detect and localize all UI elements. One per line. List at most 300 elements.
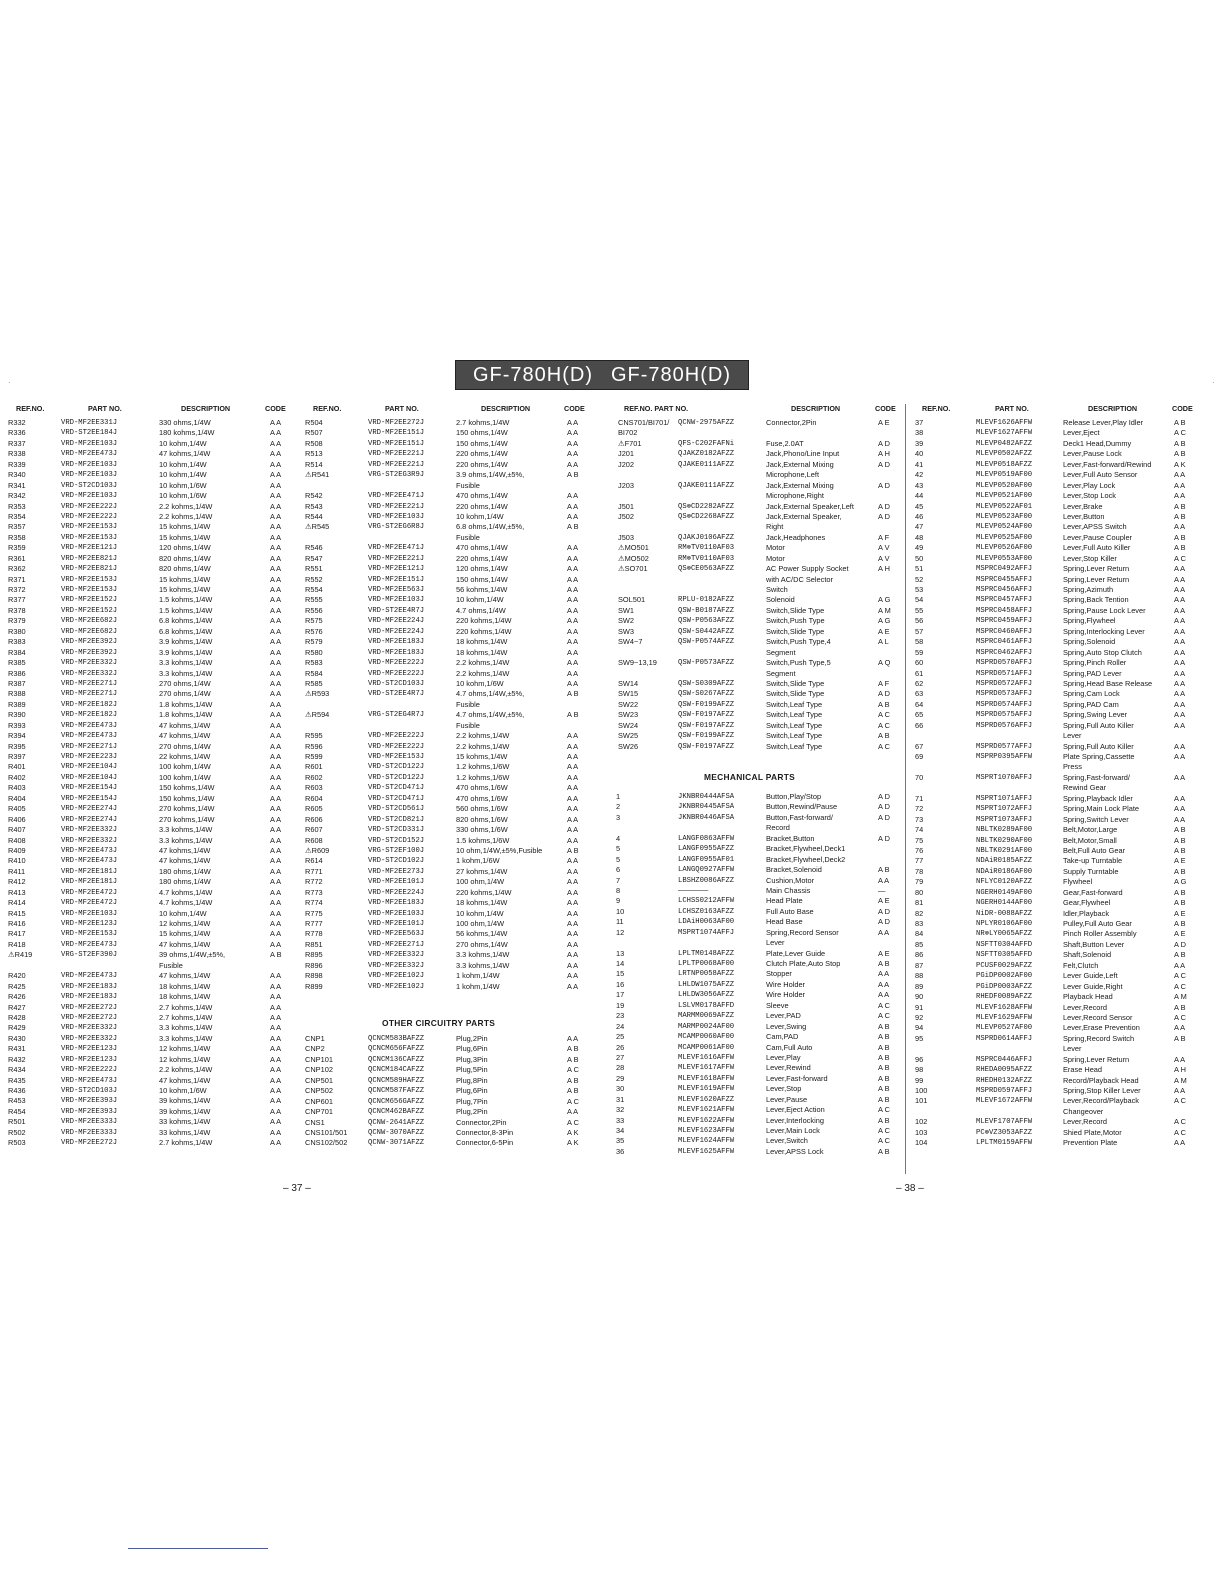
description: Switch,Leaf Type <box>766 741 823 751</box>
description: 2.7 kohms,1/4W <box>456 418 510 427</box>
part-no: MLEVP0520AF00 <box>976 481 1033 490</box>
code: A A <box>567 491 579 501</box>
ref-no: R502 <box>8 1127 26 1137</box>
description: Solenoid <box>766 595 795 605</box>
part-no: MLEVF1617AFFW <box>678 1064 735 1073</box>
header-desc-4: DESCRIPTION <box>1088 404 1138 413</box>
description: Lever,Eject Action <box>766 1105 825 1115</box>
description: 10 kohm,1/4W <box>456 908 504 918</box>
part-no: VRD-MF2EE151J <box>368 575 425 584</box>
description: Fusible <box>159 960 183 970</box>
part-no: VRD-MF2EE393J <box>61 1097 118 1106</box>
code: A A <box>270 856 282 866</box>
ref-no: 64 <box>915 699 924 709</box>
code: A B <box>567 522 579 532</box>
ref-no: ⚠MO502 <box>618 553 649 563</box>
description: 1 kohm,1/6W <box>456 856 500 866</box>
description: 47 kohms,1/4W <box>159 939 211 949</box>
part-no: VRD-MF2EE271J <box>368 940 425 949</box>
part-no: MSPRC0446AFFJ <box>976 1055 1033 1064</box>
code: A B <box>567 1054 579 1064</box>
code: A A <box>270 1023 282 1033</box>
description: 56 kohms,1/4W <box>456 929 508 939</box>
description: Wire Holder <box>766 979 806 989</box>
part-no: MSPRD0577AFFJ <box>976 742 1033 751</box>
ref-no: 53 <box>915 585 924 594</box>
ref-no: R384 <box>8 647 26 657</box>
ref-no: 101 <box>915 1096 928 1106</box>
ref-no: R555 <box>305 595 323 605</box>
part-no: MCAMP0061AF00 <box>678 1043 735 1052</box>
ref-no: R380 <box>8 626 26 636</box>
header-ref-4: REF.NO. <box>922 404 951 413</box>
ref-no: 19 <box>616 1000 625 1010</box>
part-no: LPLTP0068AF00 <box>678 960 735 968</box>
description: Connector,8-3Pin <box>456 1127 514 1137</box>
description: 3.3 kohms,1/4W <box>456 960 510 970</box>
code: A B <box>1174 950 1186 960</box>
code: A A <box>567 585 579 594</box>
code: A A <box>1174 1138 1186 1148</box>
description: Connector,6-5Pin <box>456 1138 514 1148</box>
description: Spring,PAD Cam <box>1063 699 1119 709</box>
description: 470 ohms,1/4W <box>456 491 508 501</box>
code: A A <box>567 825 579 835</box>
ref-no: ⚠R419 <box>8 950 33 960</box>
description: Belt,Full Auto Gear <box>1063 845 1126 855</box>
code: A A <box>270 908 282 918</box>
part-no: MLEVF1628AFFW <box>976 1003 1033 1012</box>
part-no: VRD-MF2EE272J <box>61 1003 118 1012</box>
description: 470 ohms,1/4W <box>456 543 508 553</box>
code: A A <box>1174 522 1186 532</box>
code: A A <box>270 981 282 991</box>
ref-no: 42 <box>915 470 924 480</box>
description: 220 ohms,1/4W <box>456 553 508 563</box>
part-no: VRD-ST2CD122J <box>368 773 425 782</box>
part-no: VRD-ST2EE4R7J <box>368 606 425 615</box>
code: A D <box>878 906 890 916</box>
part-no: VRD-MF2EE183J <box>61 982 118 991</box>
description: 470 ohms,1/6W <box>456 793 508 803</box>
description: 820 ohms,1/4W <box>159 553 211 563</box>
description: 3.9 kohms,1/4W <box>159 637 213 647</box>
code: A A <box>270 532 282 542</box>
code: A F <box>878 532 890 542</box>
description: Microphone,Left <box>766 470 819 480</box>
description: 3.3 kohms,1/4W <box>159 1033 213 1043</box>
ref-no: R604 <box>305 793 323 803</box>
part-no: VRD-ST2CD331J <box>368 826 425 835</box>
description: 4.7 ohms,1/4W,±5%, <box>456 689 525 699</box>
code: A A <box>878 990 890 1000</box>
ref-no: 12 <box>616 927 625 937</box>
code: A G <box>878 616 891 626</box>
part-no: MLEVF1707AFFW <box>976 1118 1033 1127</box>
ref-no: 92 <box>915 1012 924 1022</box>
part-no: VRD-MF2EE332J <box>61 1034 118 1043</box>
ref-no: J201 <box>618 449 635 459</box>
description: Plug,6Pin <box>456 1044 488 1054</box>
code: A H <box>878 564 890 574</box>
ref-no: R413 <box>8 887 26 897</box>
part-no: VRD-MF2EE153J <box>61 586 118 594</box>
ref-no: 57 <box>915 626 924 636</box>
part-no: QJAKZ0182AFZZ <box>678 450 735 459</box>
part-no: VRD-ST2CD103J <box>61 1087 118 1095</box>
part-no: QCNW-2975AFZZ <box>678 419 735 427</box>
code: A A <box>567 877 579 887</box>
code: A C <box>567 1117 579 1127</box>
ref-no: 14 <box>616 959 625 968</box>
description: Lever,Erase Prevention <box>1063 1023 1140 1033</box>
description: Supply Turntable <box>1063 866 1119 876</box>
part-no: VRD-MF2EE101J <box>368 878 425 887</box>
code: A B <box>567 710 579 720</box>
header-part: PART NO. <box>88 404 122 413</box>
description: Shaft,Button Lever <box>1063 939 1125 949</box>
code: A K <box>1174 459 1186 469</box>
header-part-2: PART NO. <box>385 404 419 413</box>
description: Gear,Flywheel <box>1063 898 1111 908</box>
ref-no: 73 <box>915 814 924 824</box>
description: Bracket,Flywheel,Deck2 <box>766 854 846 864</box>
code: A A <box>270 1075 282 1085</box>
description: 100 ohm,1/4W <box>456 919 505 928</box>
code: A E <box>878 896 890 906</box>
header-ref-2: REF.NO. <box>313 404 342 413</box>
part-no: LANGQ0927AFFW <box>678 866 735 875</box>
header-ref: REF.NO. <box>16 404 45 413</box>
ref-no: R579 <box>305 637 323 647</box>
ref-no: SW3 <box>618 626 635 636</box>
part-no: VRD-MF2EE151J <box>368 439 425 448</box>
part-no: VRG-ST2EG3R9J <box>368 471 425 480</box>
code: A H <box>1174 1065 1186 1075</box>
code: A B <box>1174 543 1186 553</box>
part-no: VRG-ST2EG6R8J <box>368 523 425 532</box>
ref-no: 100 <box>915 1086 928 1095</box>
parts-column-2 <box>305 404 588 1174</box>
ref-no: 79 <box>915 877 924 887</box>
description: 120 ohms,1/4W <box>456 564 508 574</box>
ref-no: R556 <box>305 605 323 615</box>
ref-no: 72 <box>915 804 924 814</box>
code: A A <box>270 438 282 448</box>
description: 47 kohms,1/4W <box>159 856 211 866</box>
part-no: MSPRD0570AFFJ <box>976 659 1033 668</box>
ref-no: R595 <box>305 731 323 741</box>
ref-no: 38 <box>915 428 924 438</box>
code: A A <box>1174 470 1186 480</box>
description: Felt,Clutch <box>1063 960 1099 970</box>
part-no: MLEVP0521AF00 <box>976 492 1033 501</box>
ref-no: R547 <box>305 553 323 563</box>
ref-no: 76 <box>915 845 924 855</box>
description: Motor <box>766 543 785 553</box>
description: Head Plate <box>766 896 803 906</box>
part-no: QSW-P0563AFZZ <box>678 617 735 626</box>
ref-no: R777 <box>305 919 323 928</box>
description: Lever,Record <box>1063 1002 1107 1012</box>
description: Connector,2Pin <box>456 1117 507 1127</box>
ref-no: 82 <box>915 908 924 918</box>
description: Plug,7Pin <box>456 1096 488 1106</box>
ref-no: 87 <box>915 960 924 970</box>
header-code-2: CODE <box>564 404 585 413</box>
description: 1 kohm,1/4W <box>456 981 500 991</box>
ref-no: J502 <box>618 511 635 521</box>
part-no: MLEVF1616AFFW <box>678 1053 735 1062</box>
description: 1.5 kohms,1/4W <box>159 605 213 615</box>
part-no: VRD-MF2EE151J <box>368 429 425 438</box>
ref-no: CNS101/501 <box>305 1127 348 1137</box>
description: Head Base <box>766 917 803 927</box>
ref-no: R605 <box>305 804 323 814</box>
part-no: MSPRC0455AFFJ <box>976 575 1033 584</box>
description: 6.8 kohms,1/4W <box>159 616 213 626</box>
description: 270 kohms,1/4W <box>159 814 215 824</box>
code: A C <box>1174 553 1186 563</box>
code: A A <box>567 1107 579 1117</box>
description: 3.3 kohms,1/4W <box>159 1023 213 1033</box>
ref-no: R432 <box>8 1054 26 1064</box>
part-no: VRD-MF2EE103J <box>368 512 425 521</box>
description: 100 kohm,1/4W <box>159 772 211 782</box>
code: A A <box>1174 564 1186 574</box>
code: A A <box>270 1044 282 1054</box>
ref-no: R453 <box>8 1096 26 1106</box>
description: Jack,Phono/Line Input <box>766 449 840 459</box>
description: 2.2 kohms,1/4W <box>456 668 510 678</box>
part-no: LPLTM0148AFZZ <box>678 949 735 958</box>
ref-no: R896 <box>305 960 323 970</box>
code: A A <box>270 418 282 427</box>
code: A B <box>1174 438 1186 448</box>
ref-no: 5 <box>616 854 621 864</box>
ref-no: J503 <box>618 532 635 542</box>
description: 18 kohms,1/4W <box>456 637 508 647</box>
ref-no: R607 <box>305 825 323 835</box>
code: A A <box>567 960 579 970</box>
description: 2.7 kohms,1/4W <box>159 1002 213 1012</box>
description: Record <box>766 823 790 833</box>
ref-no: 37 <box>915 418 924 427</box>
description: Plug,3Pin <box>456 1054 488 1064</box>
code: A A <box>567 658 579 668</box>
ref-no: R584 <box>305 668 323 678</box>
description: Spring,Lever Return <box>1063 574 1130 584</box>
description: Fusible <box>456 532 480 542</box>
part-no: VRD-MF2EE473J <box>61 1076 118 1085</box>
description: Release Lever,Play Idler <box>1063 418 1144 427</box>
part-no: VRD-ST2CD471J <box>368 784 425 793</box>
code: A B <box>1174 887 1186 897</box>
part-no: NR⊗LY0065AFZZ <box>976 930 1033 939</box>
part-no: MLEVF1618AFFW <box>678 1074 735 1083</box>
description: AC Power Supply Socket <box>766 564 849 574</box>
part-no: MSPRT1072AFFJ <box>976 805 1033 814</box>
part-no: QCNCM462BAFZZ <box>368 1108 425 1117</box>
description: 10 kohm,1/4W <box>159 908 207 918</box>
part-no: MLEVP0523AF00 <box>976 512 1033 521</box>
code: A A <box>270 1138 282 1148</box>
ref-no: R436 <box>8 1086 26 1095</box>
part-no: QSW-F0197AFZZ <box>678 721 735 730</box>
part-no: QSW-F0197AFZZ <box>678 742 735 751</box>
description: Sleeve <box>766 1000 789 1010</box>
part-no: VRD-MF2EE152J <box>61 606 118 615</box>
part-no: VRD-MF2EE222J <box>368 669 425 678</box>
part-no: MSPRD0614AFFJ <box>976 1034 1033 1043</box>
ref-no: ⚠R541 <box>305 470 330 480</box>
ref-no: 54 <box>915 595 924 605</box>
ref-no: 29 <box>616 1073 625 1083</box>
part-no: VRD-ST2CD561J <box>368 805 425 814</box>
code: A D <box>878 480 890 490</box>
description: Lever,Pause Coupler <box>1063 532 1133 542</box>
part-no: VRD-MF2EE473J <box>61 940 118 949</box>
description: Bracket,Solenoid <box>766 865 822 875</box>
description: 1.8 kohms,1/4W <box>159 710 213 720</box>
code: A A <box>270 501 282 511</box>
code: A B <box>878 1063 890 1073</box>
ref-no: J203 <box>618 480 635 490</box>
code: A A <box>270 595 282 605</box>
description: 27 kohms,1/4W <box>456 866 508 876</box>
code: A A <box>567 574 579 584</box>
code: A A <box>270 1033 282 1043</box>
header-code-4: CODE <box>1172 404 1193 413</box>
part-no: VRD-MF2EE563J <box>368 586 425 594</box>
code: A A <box>1174 1054 1186 1064</box>
description: 18 kohms,1/4W <box>456 898 508 908</box>
ref-no: 8 <box>616 885 621 895</box>
ref-no: 65 <box>915 710 924 720</box>
part-no: VRD-MF2EE472J <box>61 899 118 908</box>
part-no: MSPRT1070AFFJ <box>976 773 1033 782</box>
code: A A <box>567 835 579 845</box>
ref-no: CNP101 <box>305 1054 333 1064</box>
description: Switch,Slide Type <box>766 605 825 615</box>
part-no: VRD-MF2EE183J <box>61 993 118 1002</box>
part-no: VRD-MF2EE223J <box>61 753 118 761</box>
description: 10 kohm,1/4W <box>456 511 504 521</box>
description: Clutch Plate,Auto Stop <box>766 959 841 968</box>
description: Lever,Pause Lock <box>1063 449 1122 459</box>
description: 39 kohms,1/4W <box>159 1106 211 1116</box>
ref-no: 84 <box>915 929 924 939</box>
ref-no: 90 <box>915 992 924 1002</box>
part-no: QCNCM587FAFZZ <box>368 1087 425 1096</box>
description: 180 ohms,1/4W <box>159 877 211 887</box>
code: A E <box>1174 929 1186 939</box>
part-no: VRD-MF2EE224J <box>368 627 425 636</box>
code: A B <box>878 959 890 968</box>
ref-no: 62 <box>915 678 924 688</box>
description: 150 kohms,1/4W <box>159 783 215 793</box>
part-no: VRD-MF2EE103J <box>61 492 118 501</box>
code: A A <box>567 459 579 469</box>
code: A A <box>270 428 282 438</box>
part-no: VRG-ST2EF100J <box>368 846 425 855</box>
code: A B <box>270 950 282 960</box>
part-no: VRD-MF2EE221J <box>368 460 425 469</box>
part-no: VRD-MF2EE271J <box>61 742 118 751</box>
description: Spring,Switch Lever <box>1063 814 1129 824</box>
code: A M <box>1174 992 1187 1002</box>
part-no: VRD-MF2EE393J <box>61 1107 118 1116</box>
ref-no: SW22 <box>618 699 639 709</box>
description: Lever,Swing <box>766 1021 807 1031</box>
ref-no: R371 <box>8 574 26 584</box>
description: 47 kohms,1/4W <box>159 449 211 459</box>
ref-no: 25 <box>616 1032 625 1042</box>
ref-no: R394 <box>8 731 26 741</box>
ref-no: 59 <box>915 647 924 657</box>
ref-no: R420 <box>8 971 26 981</box>
description: 10 kohm,1/6W <box>159 1086 207 1095</box>
header-code-3: CODE <box>875 404 896 413</box>
ref-no: R403 <box>8 783 26 793</box>
ref-no: 32 <box>616 1105 625 1115</box>
code: A A <box>567 647 579 657</box>
description: 10 kohm,1/4W <box>159 459 207 469</box>
ref-no: 1 <box>616 792 621 801</box>
part-no: VRD-MF2EE473J <box>61 450 118 459</box>
ref-no: R407 <box>8 825 26 835</box>
part-no: MLEVF1672AFFW <box>976 1097 1033 1106</box>
description: Plate,Lever Guide <box>766 948 826 958</box>
description: Lever,Play <box>766 1052 801 1062</box>
description: Wire Holder <box>766 990 806 1000</box>
description: Lever,Full Auto Sensor <box>1063 470 1138 480</box>
part-no: VRD-MF2EE103J <box>61 460 118 469</box>
part-no: MSPRC0492AFFJ <box>976 565 1033 574</box>
ref-no: J202 <box>618 459 635 469</box>
code: A D <box>878 689 890 699</box>
part-no: VRD-MF2EE103J <box>368 596 425 605</box>
part-no: LCHSS0212AFFW <box>678 897 735 906</box>
ref-no: 83 <box>915 919 924 928</box>
code: A A <box>270 783 282 793</box>
description: Button,Play/Stop <box>766 792 822 801</box>
description: 3.3 kohms,1/4W <box>159 835 213 845</box>
part-no: VRD-MF2EE103J <box>368 909 425 918</box>
ref-no: SW9~13,19 <box>618 658 657 668</box>
description: Belt,Motor,Small <box>1063 835 1117 845</box>
ref-no: R425 <box>8 981 26 991</box>
description: 10 ohm,1/4W,±5%,Fusible <box>456 845 543 855</box>
description: 39 ohms,1/4W,±5%, <box>159 950 226 960</box>
code: A A <box>567 731 579 741</box>
part-no: VRD-MF2EE153J <box>61 533 118 542</box>
description: Spring,Playback Idler <box>1063 793 1133 803</box>
code: A V <box>878 553 890 563</box>
ref-no: 17 <box>616 990 625 1000</box>
part-no: VRD-MF2EE153J <box>61 575 118 584</box>
part-no: VRD-MF2EE331J <box>61 419 118 427</box>
part-no: VRD-MF2EE271J <box>61 679 118 688</box>
part-no: RM⊗TV0110AF03 <box>678 544 735 553</box>
code: A A <box>567 762 579 772</box>
ref-no: R383 <box>8 637 26 647</box>
description: 47 kohms,1/4W <box>159 720 211 730</box>
parts-column-4 <box>912 404 1216 1174</box>
ref-no: SW26 <box>618 741 639 751</box>
code: A A <box>270 699 282 709</box>
description: 15 kohms,1/4W <box>159 585 211 594</box>
